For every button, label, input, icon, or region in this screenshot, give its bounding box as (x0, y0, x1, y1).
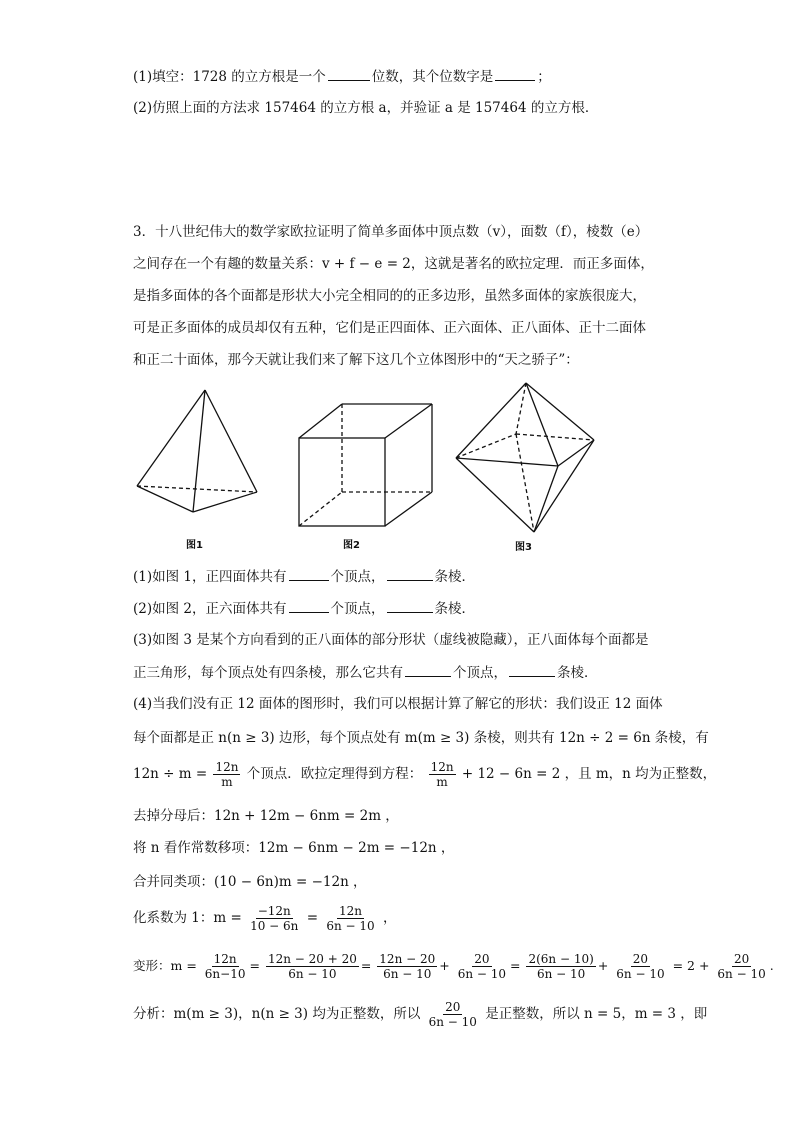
numerator: 20 (445, 1000, 461, 1014)
math-text: 分析：m(m ≥ 3)，n(n ≥ 3) 均为正整数，所以 (133, 1006, 421, 1022)
fraction (248, 904, 300, 933)
q3-sub4-f: 合并同类项：(10 − 6n)m = −12n ， (133, 874, 367, 890)
edge (385, 404, 432, 438)
hidden-edge (516, 434, 594, 440)
numerator: 12n (215, 760, 239, 774)
math-text: ， (382, 910, 397, 926)
fig2-caption: 图2 (343, 540, 360, 551)
answer-blank[interactable] (509, 662, 555, 677)
q3-intro-1: 3．十八世纪伟大的数学家欧拉证明了简单多面体中顶点数（v），面数（f），棱数（e） (133, 224, 649, 240)
q3-sub1-c: 条棱． (434, 569, 476, 585)
denominator: 6n − 10 (383, 967, 432, 981)
answer-blank[interactable] (405, 662, 451, 677)
edge (456, 383, 526, 458)
q3-sub4-a: (4)当我们没有正 12 面体的图形时，我们可以根据计算了解它的形状：我们设正 12 面体 (133, 696, 663, 712)
numerator: 12n (213, 952, 237, 966)
q2-part2: (2)仿照上面的方法求 157464 的立方根 a，并验证 a 是 157464 的立方根． (133, 100, 599, 116)
answer-blank[interactable] (289, 598, 329, 613)
fraction (427, 1000, 479, 1029)
hidden-edge (516, 383, 526, 434)
q3-sub1-a: (1)如图 1，正四面体共有 (133, 569, 287, 585)
fraction (456, 952, 508, 981)
edge (137, 390, 205, 486)
octahedron-figure (452, 380, 600, 538)
numerator: 20 (474, 952, 490, 966)
q3-sub4-i (133, 1000, 707, 1029)
denominator: 6n − 10 (616, 967, 665, 981)
q3-sub4-e: 将 n 看作常数移项：12m − 6nm − 2m = −12n ， (133, 840, 455, 856)
edge (526, 383, 558, 466)
edge (299, 404, 342, 438)
denominator: 6n − 10 (457, 967, 507, 981)
fraction (377, 952, 437, 981)
q3-sub4-c (133, 760, 716, 789)
edge (205, 390, 257, 492)
edge (558, 440, 594, 466)
q3-sub2-b: 个顶点， (330, 601, 385, 617)
answer-blank[interactable] (387, 566, 433, 581)
hidden-edge (299, 492, 342, 526)
edge (534, 466, 558, 532)
answer-blank[interactable] (495, 66, 535, 81)
math-text: 化系数为 1：m = (133, 910, 242, 926)
q3-intro-4: 可是正多面体的成员却仅有五种，它们是正四面体、正六面体、正八面体、正十二面体 (133, 320, 646, 336)
math-text: 是正整数，所以 n = 5，m = 3 ，即 (485, 1006, 708, 1022)
math-text: 变形：m = (133, 958, 197, 973)
denominator: m (436, 775, 448, 789)
edge (137, 486, 193, 512)
q3-sub4-d: 去掉分母后：12n + 12m − 6nm = 2m ， (133, 808, 399, 824)
numerator: 12n (338, 904, 362, 918)
edge (534, 440, 594, 532)
q2-part1-c: ； (537, 69, 551, 85)
cube-figure (292, 400, 438, 532)
q3-sub3-a: (3)如图 3 是某个方向看到的正八面体的部分形状（虚线被隐藏），正八面体每个面都是 (133, 632, 649, 648)
math-text: + 12 − 6n = 2 ，且 m，n 均为正整数， (461, 766, 717, 782)
answer-blank[interactable] (289, 566, 329, 581)
numerator: 20 (632, 952, 649, 966)
edge (526, 383, 594, 440)
q3-sub1-b: 个顶点， (330, 569, 385, 585)
fraction (203, 952, 248, 981)
math-text: 个顶点．欧拉定理得到方程： (246, 766, 423, 782)
q3-sub2-a: (2)如图 2，正六面体共有 (133, 601, 287, 617)
q3-sub4-g (133, 904, 396, 933)
denominator: 6n − 10 (428, 1015, 477, 1029)
math-text: = 2 + (672, 958, 710, 973)
denominator: 6n − 10 (536, 967, 586, 981)
numerator: 12n − 20 (379, 952, 436, 966)
denominator: 10 − 6n (250, 919, 299, 933)
q2-part1 (133, 66, 551, 87)
hidden-edge (137, 486, 257, 492)
q3-intro-5: 和正二十面体，那今天就让我们来了解下这几个立体图形中的“天之骄子”： (133, 352, 579, 368)
fraction (429, 760, 456, 789)
numerator: 20 (733, 952, 750, 966)
q3-sub3-b-text: 正三角形，每个顶点处有四条棱，那么它共有 (133, 665, 403, 681)
edge (385, 492, 432, 526)
answer-blank[interactable] (387, 598, 433, 613)
fig3-caption: 图3 (515, 542, 532, 553)
math-text: = (306, 910, 319, 926)
numerator: −12n (257, 904, 291, 918)
denominator: m (221, 775, 233, 789)
fig1-caption: 图1 (186, 540, 203, 551)
edge (456, 458, 558, 466)
numerator: 12n (430, 760, 454, 774)
q2-part1-b: 位数，其个位数字是 (371, 69, 494, 85)
denominator: 6n−10 (204, 967, 246, 981)
hidden-edge (456, 434, 516, 458)
q3-sub2 (133, 598, 475, 619)
q3-sub2-c: 条棱． (434, 601, 476, 617)
q3-sub4-h: 变形：m = $\frac{12n}{6n-10}$ = $\frac{12n - 20 + 20}{6n - 10}$ = $\frac{12n - 20}{6n - 10}$ + $\frac{20}{6n - 10}$ = $\frac{2(6n - 10)}{6n - 10}$ + $\frac{20}{6n - 10}$ = 2 + $\frac{20}{6n - 10}$ . (133, 952, 774, 981)
q3-sub1 (133, 566, 475, 587)
q2-part1-a: (1)填空：1728 的立方根是一个 (133, 69, 326, 85)
fraction (266, 952, 359, 981)
q3-sub3-b-end: 条棱． (557, 665, 598, 681)
math-text: 12n ÷ m = (133, 766, 208, 782)
numerator: 2(6n − 10) (528, 952, 594, 966)
fraction (213, 760, 240, 789)
answer-blank[interactable] (328, 66, 370, 81)
tetrahedron-figure (133, 388, 263, 528)
edge (193, 390, 205, 512)
q3-sub3-b (133, 662, 598, 683)
q3-sub4-b: 每个面都是正 n(n ≥ 3) 边形，每个顶点处有 m(m ≥ 3) 条棱，则共有 12n ÷ 2 = 6n 条棱，有 (133, 730, 709, 746)
fraction (614, 952, 666, 981)
denominator: 6n − 10 (288, 967, 337, 981)
q3-intro-3: 是指多面体的各个面都是形状大小完全相同的的正多边形，虽然多面体的家族很庞大， (133, 288, 646, 304)
fraction (324, 904, 376, 933)
fraction (526, 952, 595, 981)
numerator: 12n − 20 + 20 (267, 952, 357, 966)
denominator: 6n − 10 (717, 967, 766, 981)
q3-intro-2: 之间存在一个有趣的数量关系：v + f − e = 2，这就是著名的欧拉定理．而正多面体， (133, 256, 654, 272)
edge (193, 492, 257, 512)
denominator: 6n − 10 (326, 919, 375, 933)
q3-sub3-b-mid: 个顶点， (453, 665, 507, 681)
fraction (715, 952, 767, 981)
